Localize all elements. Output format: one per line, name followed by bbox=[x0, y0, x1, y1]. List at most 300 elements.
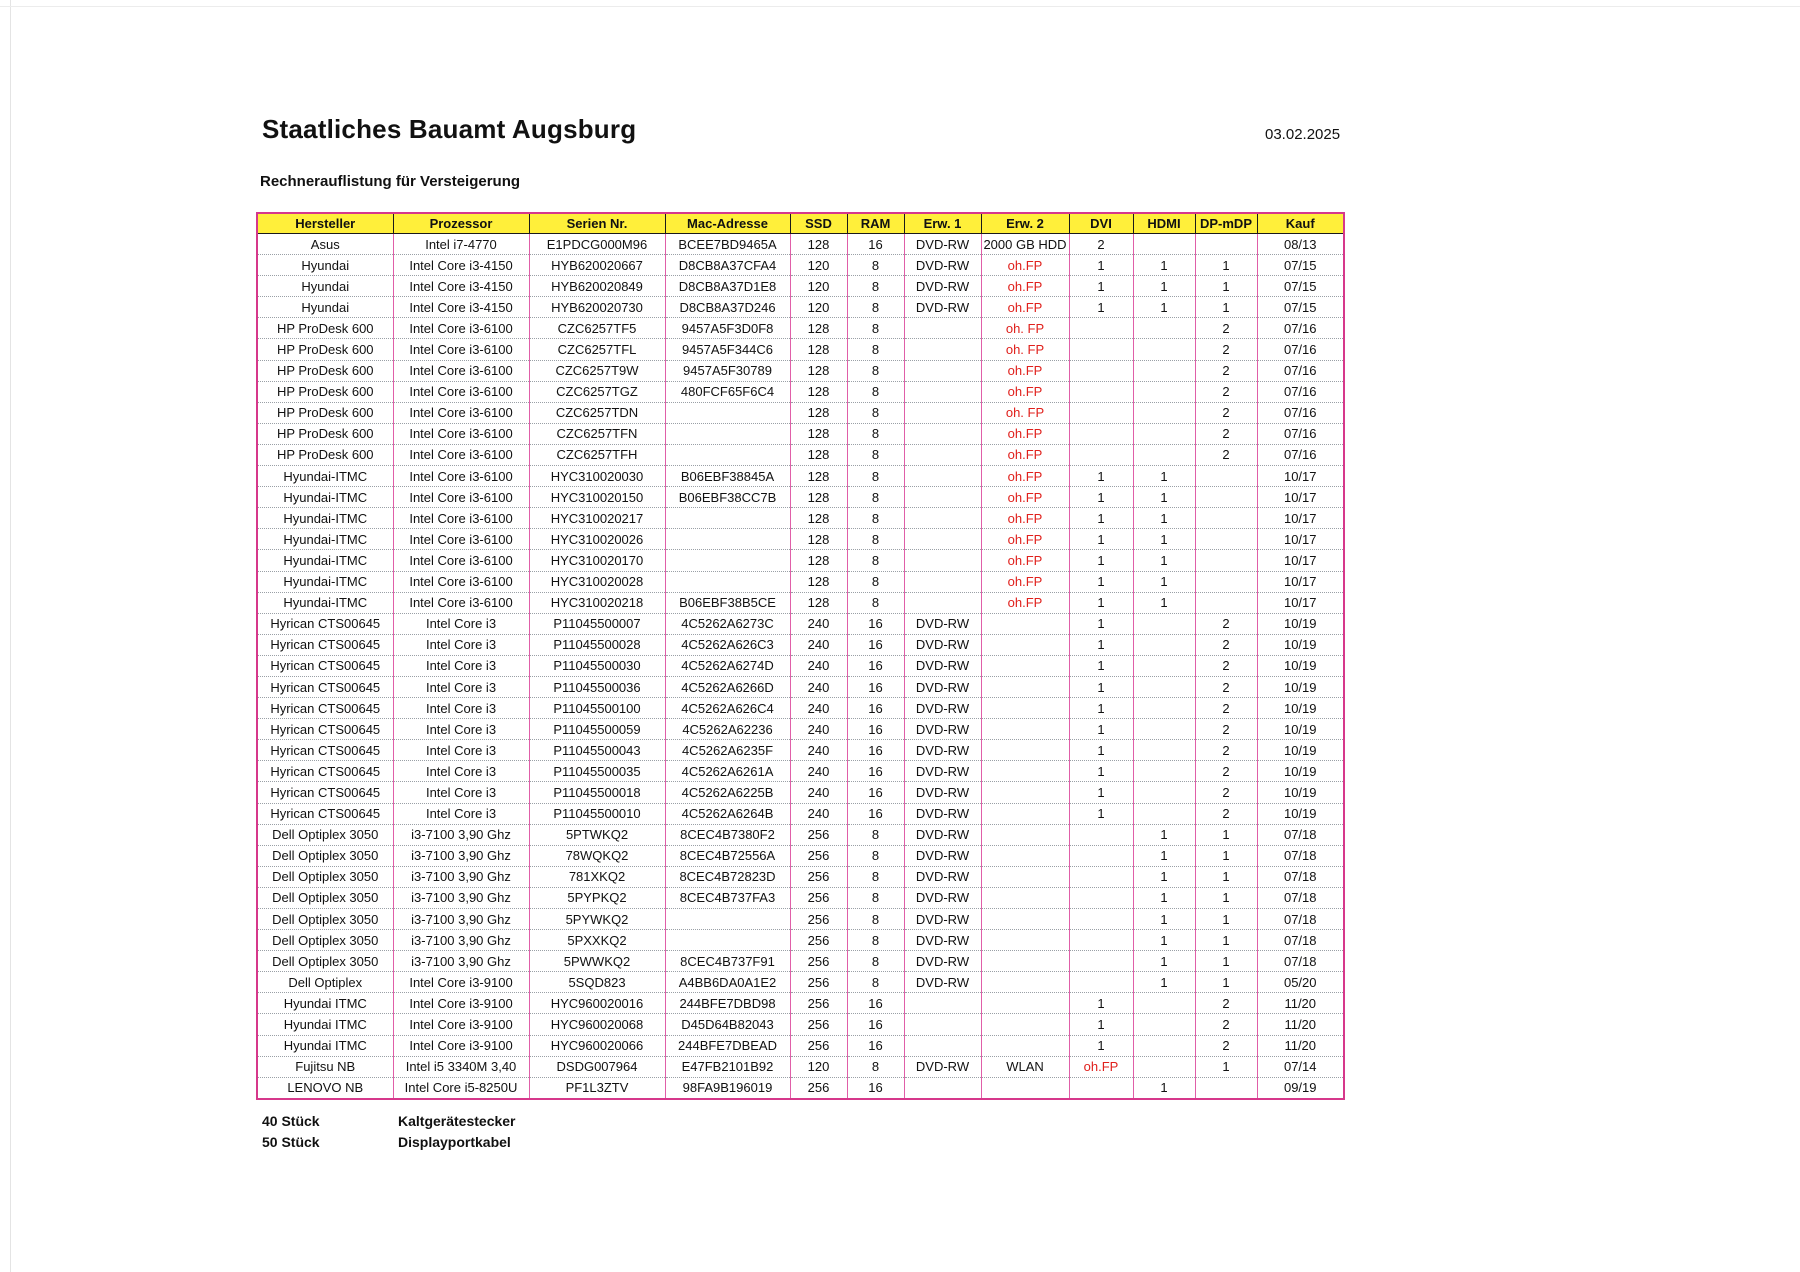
table-cell: 8 bbox=[847, 339, 904, 360]
table-cell bbox=[1069, 951, 1133, 972]
table-cell bbox=[1133, 676, 1195, 697]
table-cell bbox=[1133, 719, 1195, 740]
table-row bbox=[257, 592, 1344, 613]
table-cell: Dell Optiplex 3050 bbox=[257, 824, 393, 845]
table-cell: 1 bbox=[1069, 740, 1133, 761]
table-cell: oh.FP bbox=[981, 529, 1069, 550]
table-cell: 8CEC4B737FA3 bbox=[665, 887, 790, 908]
column-header: Prozessor bbox=[393, 213, 529, 234]
table-cell: 10/19 bbox=[1257, 676, 1344, 697]
table-cell: 16 bbox=[847, 676, 904, 697]
table-cell: DVD-RW bbox=[904, 276, 981, 297]
footer-item: Kaltgerätestecker bbox=[398, 1113, 516, 1129]
table-cell: 1 bbox=[1195, 887, 1257, 908]
table-cell: 5PXXKQ2 bbox=[529, 930, 665, 951]
column-header: Serien Nr. bbox=[529, 213, 665, 234]
table-cell: 1 bbox=[1133, 592, 1195, 613]
column-header: Hersteller bbox=[257, 213, 393, 234]
table-cell bbox=[665, 444, 790, 465]
table-cell: 240 bbox=[790, 634, 847, 655]
table-cell: 1 bbox=[1195, 1056, 1257, 1077]
table-cell: 10/19 bbox=[1257, 803, 1344, 824]
column-header: Kauf bbox=[1257, 213, 1344, 234]
document-subtitle: Rechnerauflistung für Versteigerung bbox=[260, 173, 521, 190]
table-cell: 1 bbox=[1133, 845, 1195, 866]
table-cell: 4C5262A6235F bbox=[665, 740, 790, 761]
table-cell bbox=[904, 339, 981, 360]
table-cell: Intel Core i3-6100 bbox=[393, 402, 529, 423]
table-cell: HYB620020667 bbox=[529, 255, 665, 276]
table-cell: 128 bbox=[790, 339, 847, 360]
table-row bbox=[257, 740, 1344, 761]
table-cell: 128 bbox=[790, 444, 847, 465]
table-cell: 16 bbox=[847, 782, 904, 803]
table-cell: DVD-RW bbox=[904, 972, 981, 993]
table-cell: 1 bbox=[1195, 845, 1257, 866]
table-cell: 2 bbox=[1195, 634, 1257, 655]
table-row bbox=[257, 993, 1344, 1014]
table-cell: DVD-RW bbox=[904, 782, 981, 803]
table-cell: 10/17 bbox=[1257, 466, 1344, 487]
table-cell bbox=[981, 761, 1069, 782]
table-cell: 1 bbox=[1133, 909, 1195, 930]
table-cell: 1 bbox=[1069, 592, 1133, 613]
table-cell: E47FB2101B92 bbox=[665, 1056, 790, 1077]
table-cell bbox=[1133, 803, 1195, 824]
table-cell bbox=[904, 1035, 981, 1056]
table-row bbox=[257, 1077, 1344, 1099]
table-cell: Intel Core i3-6100 bbox=[393, 466, 529, 487]
table-cell: 10/19 bbox=[1257, 634, 1344, 655]
table-cell: 8 bbox=[847, 381, 904, 402]
table-cell: 2 bbox=[1195, 444, 1257, 465]
table-cell: Intel Core i3-6100 bbox=[393, 339, 529, 360]
table-cell: 10/17 bbox=[1257, 592, 1344, 613]
table-cell: 2 bbox=[1069, 234, 1133, 255]
table-cell: Hyundai-ITMC bbox=[257, 529, 393, 550]
table-cell: Asus bbox=[257, 234, 393, 255]
table-cell: oh.FP bbox=[981, 255, 1069, 276]
table-row bbox=[257, 634, 1344, 655]
table-cell: 1 bbox=[1133, 866, 1195, 887]
table-cell bbox=[1069, 845, 1133, 866]
table-cell: Hyrican CTS00645 bbox=[257, 698, 393, 719]
table-cell: 1 bbox=[1195, 255, 1257, 276]
table-cell: i3-7100 3,90 Ghz bbox=[393, 845, 529, 866]
table-cell: 9457A5F30789 bbox=[665, 360, 790, 381]
table-cell: Dell Optiplex 3050 bbox=[257, 951, 393, 972]
footer-line-2 bbox=[262, 1134, 511, 1150]
table-cell bbox=[904, 318, 981, 339]
table-cell bbox=[1069, 824, 1133, 845]
table-cell: Intel Core i3-9100 bbox=[393, 1014, 529, 1035]
table-cell: 2 bbox=[1195, 339, 1257, 360]
table-cell bbox=[981, 719, 1069, 740]
table-cell: 1 bbox=[1069, 1035, 1133, 1056]
table-cell: 128 bbox=[790, 402, 847, 423]
table-cell bbox=[1195, 466, 1257, 487]
table-cell: 2 bbox=[1195, 719, 1257, 740]
table-cell: HYC310020218 bbox=[529, 592, 665, 613]
table-row bbox=[257, 466, 1344, 487]
table-cell: DVD-RW bbox=[904, 297, 981, 318]
table-cell: 8 bbox=[847, 487, 904, 508]
table-cell: Hyundai ITMC bbox=[257, 1035, 393, 1056]
table-cell: 16 bbox=[847, 613, 904, 634]
table-row bbox=[257, 1035, 1344, 1056]
table-cell: 1 bbox=[1069, 487, 1133, 508]
table-cell: 07/18 bbox=[1257, 824, 1344, 845]
table-cell: 10/19 bbox=[1257, 719, 1344, 740]
table-cell: 1 bbox=[1069, 550, 1133, 571]
table-cell bbox=[1133, 993, 1195, 1014]
table-cell: 07/15 bbox=[1257, 255, 1344, 276]
table-cell: P11045500035 bbox=[529, 761, 665, 782]
table-row bbox=[257, 930, 1344, 951]
table-cell: 8 bbox=[847, 360, 904, 381]
table-cell: DVD-RW bbox=[904, 824, 981, 845]
table-cell: 07/15 bbox=[1257, 297, 1344, 318]
table-cell: 1 bbox=[1069, 634, 1133, 655]
table-cell: oh.FP bbox=[981, 444, 1069, 465]
table-cell: 11/20 bbox=[1257, 1014, 1344, 1035]
table-cell: HP ProDesk 600 bbox=[257, 444, 393, 465]
table-cell: Intel Core i3 bbox=[393, 698, 529, 719]
table-cell: Hyundai ITMC bbox=[257, 993, 393, 1014]
table-cell: 256 bbox=[790, 887, 847, 908]
table-cell bbox=[1069, 423, 1133, 444]
table-cell: 8 bbox=[847, 318, 904, 339]
table-cell: CZC6257TFH bbox=[529, 444, 665, 465]
table-cell: 1 bbox=[1069, 297, 1133, 318]
table-cell: 240 bbox=[790, 719, 847, 740]
table-cell: 8 bbox=[847, 276, 904, 297]
table-cell: 4C5262A626C3 bbox=[665, 634, 790, 655]
table-cell: oh.FP bbox=[981, 423, 1069, 444]
table-cell bbox=[1133, 655, 1195, 676]
table-cell: 16 bbox=[847, 740, 904, 761]
table-cell: oh.FP bbox=[981, 276, 1069, 297]
table-cell: 2 bbox=[1195, 993, 1257, 1014]
table-cell: DSDG007964 bbox=[529, 1056, 665, 1077]
table-cell bbox=[1133, 761, 1195, 782]
table-cell: 2 bbox=[1195, 613, 1257, 634]
table-cell bbox=[981, 782, 1069, 803]
table-cell: HYC310020217 bbox=[529, 508, 665, 529]
table-row bbox=[257, 1056, 1344, 1077]
table-cell: HP ProDesk 600 bbox=[257, 318, 393, 339]
table-cell: 256 bbox=[790, 866, 847, 887]
table-cell bbox=[981, 909, 1069, 930]
table-cell: 16 bbox=[847, 803, 904, 824]
table-cell: 128 bbox=[790, 234, 847, 255]
table-cell: 1 bbox=[1133, 255, 1195, 276]
footer-item: Displayportkabel bbox=[398, 1134, 511, 1150]
table-cell bbox=[1133, 360, 1195, 381]
table-cell: DVD-RW bbox=[904, 930, 981, 951]
table-cell bbox=[981, 634, 1069, 655]
table-cell bbox=[981, 698, 1069, 719]
column-header: RAM bbox=[847, 213, 904, 234]
table-cell: HYB620020730 bbox=[529, 297, 665, 318]
table-cell: 480FCF65F6C4 bbox=[665, 381, 790, 402]
table-cell: Intel Core i3-9100 bbox=[393, 972, 529, 993]
table-cell: 07/16 bbox=[1257, 339, 1344, 360]
table-cell bbox=[665, 529, 790, 550]
table-cell: oh.FP bbox=[1069, 1056, 1133, 1077]
table-cell: Intel Core i3-6100 bbox=[393, 318, 529, 339]
table-row bbox=[257, 508, 1344, 529]
table-row bbox=[257, 360, 1344, 381]
table-cell bbox=[1195, 508, 1257, 529]
column-header: DP-mDP bbox=[1195, 213, 1257, 234]
table-cell: 10/19 bbox=[1257, 740, 1344, 761]
table-cell: PF1L3ZTV bbox=[529, 1077, 665, 1099]
table-cell bbox=[665, 909, 790, 930]
table-cell: 1 bbox=[1195, 909, 1257, 930]
table-cell: oh.FP bbox=[981, 297, 1069, 318]
table-cell: 1 bbox=[1133, 951, 1195, 972]
table-cell: 128 bbox=[790, 508, 847, 529]
table-cell: HYC960020068 bbox=[529, 1014, 665, 1035]
table-cell: Intel Core i3 bbox=[393, 803, 529, 824]
table-row bbox=[257, 318, 1344, 339]
table-cell: Intel i5 3340M 3,40 bbox=[393, 1056, 529, 1077]
table-cell: Hyrican CTS00645 bbox=[257, 803, 393, 824]
table-cell bbox=[981, 887, 1069, 908]
table-cell: 8 bbox=[847, 444, 904, 465]
column-header: SSD bbox=[790, 213, 847, 234]
table-cell: Dell Optiplex 3050 bbox=[257, 887, 393, 908]
table-cell: Intel Core i5-8250U bbox=[393, 1077, 529, 1099]
table-cell: CZC6257TGZ bbox=[529, 381, 665, 402]
table-cell bbox=[981, 1014, 1069, 1035]
table-cell bbox=[1133, 1014, 1195, 1035]
table-cell: 1 bbox=[1195, 297, 1257, 318]
table-cell: 1 bbox=[1133, 487, 1195, 508]
table-cell: 07/18 bbox=[1257, 866, 1344, 887]
table-cell bbox=[981, 655, 1069, 676]
table-cell bbox=[1133, 1056, 1195, 1077]
table-cell: 1 bbox=[1195, 972, 1257, 993]
table-cell bbox=[904, 444, 981, 465]
table-cell bbox=[904, 1077, 981, 1099]
table-cell: 9457A5F3D0F8 bbox=[665, 318, 790, 339]
table-cell: B06EBF38845A bbox=[665, 466, 790, 487]
table-cell: 1 bbox=[1133, 1077, 1195, 1099]
table-cell: Intel i7-4770 bbox=[393, 234, 529, 255]
table-cell: 128 bbox=[790, 529, 847, 550]
table-cell bbox=[1133, 234, 1195, 255]
table-cell: Intel Core i3-4150 bbox=[393, 255, 529, 276]
table-cell: 8 bbox=[847, 845, 904, 866]
table-cell: DVD-RW bbox=[904, 887, 981, 908]
table-cell: 8 bbox=[847, 571, 904, 592]
table-cell bbox=[1195, 529, 1257, 550]
table-cell bbox=[1195, 234, 1257, 255]
table-cell: 4C5262A6266D bbox=[665, 676, 790, 697]
table-cell: 2 bbox=[1195, 761, 1257, 782]
table-cell bbox=[1195, 487, 1257, 508]
table-cell: 240 bbox=[790, 655, 847, 676]
table-cell: oh. FP bbox=[981, 402, 1069, 423]
table-cell: Hyrican CTS00645 bbox=[257, 761, 393, 782]
table-cell bbox=[981, 972, 1069, 993]
table-cell: 8 bbox=[847, 909, 904, 930]
table-cell: A4BB6DA0A1E2 bbox=[665, 972, 790, 993]
table-cell: 78WQKQ2 bbox=[529, 845, 665, 866]
table-cell bbox=[1069, 360, 1133, 381]
table-cell: P11045500018 bbox=[529, 782, 665, 803]
table-cell: 240 bbox=[790, 698, 847, 719]
table-cell bbox=[981, 613, 1069, 634]
table-cell: Hyrican CTS00645 bbox=[257, 655, 393, 676]
table-cell: 07/18 bbox=[1257, 930, 1344, 951]
table-cell bbox=[904, 402, 981, 423]
table-cell: 1 bbox=[1069, 1014, 1133, 1035]
table-cell bbox=[904, 529, 981, 550]
table-cell: DVD-RW bbox=[904, 740, 981, 761]
table-cell: HYC310020026 bbox=[529, 529, 665, 550]
table-cell: 8 bbox=[847, 887, 904, 908]
table-row bbox=[257, 276, 1344, 297]
table-cell bbox=[904, 592, 981, 613]
table-cell bbox=[981, 676, 1069, 697]
table-cell bbox=[1133, 339, 1195, 360]
table-cell: 5PYPKQ2 bbox=[529, 887, 665, 908]
table-cell: Hyundai-ITMC bbox=[257, 466, 393, 487]
table-cell: 1 bbox=[1195, 866, 1257, 887]
table-row bbox=[257, 655, 1344, 676]
table-cell: 16 bbox=[847, 993, 904, 1014]
table-cell: 10/17 bbox=[1257, 487, 1344, 508]
table-cell: oh.FP bbox=[981, 508, 1069, 529]
table-cell bbox=[1195, 550, 1257, 571]
table-cell: P11045500030 bbox=[529, 655, 665, 676]
table-cell: 8 bbox=[847, 508, 904, 529]
table-cell: 98FA9B196019 bbox=[665, 1077, 790, 1099]
table-cell: 240 bbox=[790, 676, 847, 697]
table-cell bbox=[1069, 444, 1133, 465]
table-cell: 5PTWKQ2 bbox=[529, 824, 665, 845]
table-cell: HYC310020028 bbox=[529, 571, 665, 592]
table-cell: 1 bbox=[1133, 930, 1195, 951]
table-cell: 9457A5F344C6 bbox=[665, 339, 790, 360]
table-cell: 8CEC4B7380F2 bbox=[665, 824, 790, 845]
table-cell: DVD-RW bbox=[904, 613, 981, 634]
footer-line-1 bbox=[262, 1113, 516, 1129]
table-cell: Hyrican CTS00645 bbox=[257, 740, 393, 761]
table-cell: oh.FP bbox=[981, 571, 1069, 592]
table-cell: Intel Core i3 bbox=[393, 740, 529, 761]
table-cell bbox=[1069, 972, 1133, 993]
table-cell: 8 bbox=[847, 529, 904, 550]
table-row bbox=[257, 845, 1344, 866]
table-cell bbox=[1195, 592, 1257, 613]
table-cell: 1 bbox=[1195, 276, 1257, 297]
table-cell: P11045500059 bbox=[529, 719, 665, 740]
column-header: Erw. 1 bbox=[904, 213, 981, 234]
table-cell: 8 bbox=[847, 255, 904, 276]
table-cell bbox=[904, 423, 981, 444]
table-cell bbox=[981, 740, 1069, 761]
table-cell: Dell Optiplex 3050 bbox=[257, 909, 393, 930]
table-cell: 240 bbox=[790, 613, 847, 634]
table-cell: 1 bbox=[1133, 887, 1195, 908]
table-cell: 1 bbox=[1069, 655, 1133, 676]
table-cell: CZC6257TDN bbox=[529, 402, 665, 423]
table-cell bbox=[1133, 698, 1195, 719]
document-date: 03.02.2025 bbox=[1265, 126, 1341, 143]
table-cell: 8 bbox=[847, 930, 904, 951]
table-row bbox=[257, 761, 1344, 782]
table-cell: P11045500007 bbox=[529, 613, 665, 634]
table-cell: 128 bbox=[790, 423, 847, 444]
table-cell: 8CEC4B72823D bbox=[665, 866, 790, 887]
table-cell: Intel Core i3 bbox=[393, 782, 529, 803]
table-cell: 05/20 bbox=[1257, 972, 1344, 993]
table-cell: oh.FP bbox=[981, 466, 1069, 487]
table-body bbox=[257, 234, 1344, 1099]
table-cell: B06EBF38B5CE bbox=[665, 592, 790, 613]
table-cell: Hyundai-ITMC bbox=[257, 592, 393, 613]
table-cell: Hyundai-ITMC bbox=[257, 508, 393, 529]
table-cell bbox=[904, 550, 981, 571]
table-cell: 4C5262A6264B bbox=[665, 803, 790, 824]
table-cell: 2 bbox=[1195, 676, 1257, 697]
table-row bbox=[257, 1014, 1344, 1035]
table-cell: Intel Core i3-4150 bbox=[393, 297, 529, 318]
table-cell: i3-7100 3,90 Ghz bbox=[393, 930, 529, 951]
table-cell: 1 bbox=[1069, 255, 1133, 276]
table-cell: Intel Core i3 bbox=[393, 761, 529, 782]
table-cell: 256 bbox=[790, 824, 847, 845]
column-header: HDMI bbox=[1133, 213, 1195, 234]
table-cell bbox=[1069, 318, 1133, 339]
table-cell bbox=[1133, 423, 1195, 444]
table-cell: 10/17 bbox=[1257, 550, 1344, 571]
table-cell: 256 bbox=[790, 930, 847, 951]
table-cell: 16 bbox=[847, 719, 904, 740]
table-cell: 120 bbox=[790, 276, 847, 297]
table-cell: 240 bbox=[790, 761, 847, 782]
table-cell: 120 bbox=[790, 1056, 847, 1077]
table-cell: HYC310020150 bbox=[529, 487, 665, 508]
table-cell bbox=[665, 571, 790, 592]
table-cell: 128 bbox=[790, 318, 847, 339]
table-cell: 10/19 bbox=[1257, 782, 1344, 803]
table-cell bbox=[981, 993, 1069, 1014]
table-cell: 2 bbox=[1195, 655, 1257, 676]
table-cell: Dell Optiplex 3050 bbox=[257, 845, 393, 866]
table-cell: 16 bbox=[847, 655, 904, 676]
table-cell bbox=[1133, 402, 1195, 423]
table-cell: 128 bbox=[790, 550, 847, 571]
table-cell: 1 bbox=[1069, 761, 1133, 782]
table-row bbox=[257, 402, 1344, 423]
table-cell: Intel Core i3-6100 bbox=[393, 381, 529, 402]
table-cell: DVD-RW bbox=[904, 951, 981, 972]
table-cell: DVD-RW bbox=[904, 698, 981, 719]
table-cell: 1 bbox=[1133, 276, 1195, 297]
table-cell: 07/15 bbox=[1257, 276, 1344, 297]
table-cell: CZC6257T9W bbox=[529, 360, 665, 381]
table-cell: Intel Core i3-6100 bbox=[393, 423, 529, 444]
table-row bbox=[257, 423, 1344, 444]
table-cell: i3-7100 3,90 Ghz bbox=[393, 951, 529, 972]
table-cell bbox=[904, 487, 981, 508]
table-row bbox=[257, 824, 1344, 845]
